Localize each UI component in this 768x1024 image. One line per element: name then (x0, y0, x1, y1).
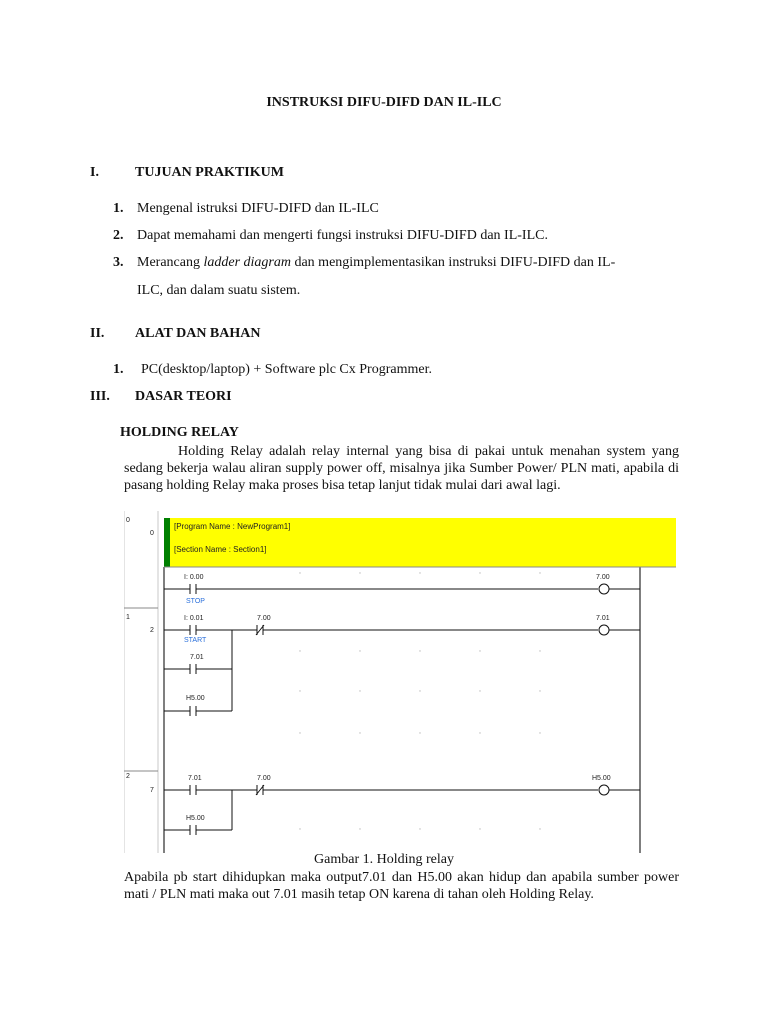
grid-dots (299, 572, 540, 829)
list-item-text-continued: ILC, dan dalam suatu sistem. (137, 283, 301, 298)
contact-label: H5.00 (186, 695, 205, 702)
rung-number: 0 (126, 517, 130, 524)
step-number: 0 (150, 530, 154, 537)
body-paragraph: Apabila pb start dihidupkan maka output7.01 dan H5.00 akan hidup dan apabila sumber power mati / PLN mati maka out 7.01 masih tetap ON karena di tahan oleh Holding Relay. (124, 870, 679, 902)
subsection-title: HOLDING RELAY (120, 425, 239, 440)
list-item-text-post: dan mengimplementasikan instruksi DIFU-DIFD dan IL- (290, 255, 616, 270)
contact-label: 7.00 (257, 615, 271, 622)
contact-label: I: 0.01 (184, 615, 204, 622)
list-item-number: 1. (113, 362, 124, 377)
list-item-number: 3. (113, 255, 124, 270)
contact-comment: START (184, 637, 207, 644)
step-number: 7 (150, 787, 154, 794)
output-coil-700 (599, 584, 609, 594)
list-item-number: 1. (113, 201, 124, 216)
contact-label: 7.01 (188, 775, 202, 782)
contact-label: I: 0.00 (184, 574, 204, 581)
output-coil-h500 (599, 785, 609, 795)
list-item-text-italic: ladder diagram (203, 255, 291, 270)
output-coil-701 (599, 625, 609, 635)
document-title: INSTRUKSI DIFU-DIFD DAN IL-ILC (266, 95, 502, 110)
program-name: [Program Name : NewProgram1] (174, 522, 291, 531)
rung-0 (164, 574, 640, 605)
list-item-text: Dapat memahami dan mengerti fungsi instruksi DIFU-DIFD dan IL-ILC. (137, 228, 548, 243)
list-item-number: 2. (113, 228, 124, 243)
header-marker (164, 518, 170, 567)
contact-label: H5.00 (186, 815, 205, 822)
list-item-text: PC(desktop/laptop) + Software plc Cx Programmer. (141, 362, 432, 377)
body-paragraph: Holding Relay adalah relay internal yang bisa di pakai untuk menahan system yang sedang bekerja walau aliran supply power off, misalnya jika Sumber Power/ PLN mati, apabila di pasang holding Relay maka proses bisa tetap lanjut tidak mulai dari awal lagi. (124, 444, 679, 493)
section-number: I. (90, 165, 99, 180)
section-title: TUJUAN PRAKTIKUM (135, 165, 284, 180)
contact-label: 7.00 (257, 775, 271, 782)
rung-number: 2 (126, 773, 130, 780)
coil-label: H5.00 (592, 775, 611, 782)
list-item-text-pre: Merancang (137, 255, 204, 270)
section-title: DASAR TEORI (135, 389, 232, 404)
section-number: III. (90, 389, 110, 404)
rung-number: 1 (126, 614, 130, 621)
contact-comment: STOP (186, 598, 205, 605)
rung-1 (164, 615, 640, 716)
coil-label: 7.01 (596, 615, 610, 622)
list-item-text: Mengenal istruksi DIFU-DIFD dan IL-ILC (137, 201, 379, 216)
rung-2 (164, 775, 640, 835)
figure-caption: Gambar 1. Holding relay (314, 852, 454, 867)
ladder-diagram (124, 511, 679, 853)
section-number: II. (90, 326, 105, 341)
step-number: 2 (150, 627, 154, 634)
section-title: ALAT DAN BAHAN (135, 326, 261, 341)
contact-label: 7.01 (190, 654, 204, 661)
section-name: [Section Name : Section1] (174, 545, 267, 554)
list-item-text (137, 255, 615, 271)
coil-label: 7.00 (596, 574, 610, 581)
